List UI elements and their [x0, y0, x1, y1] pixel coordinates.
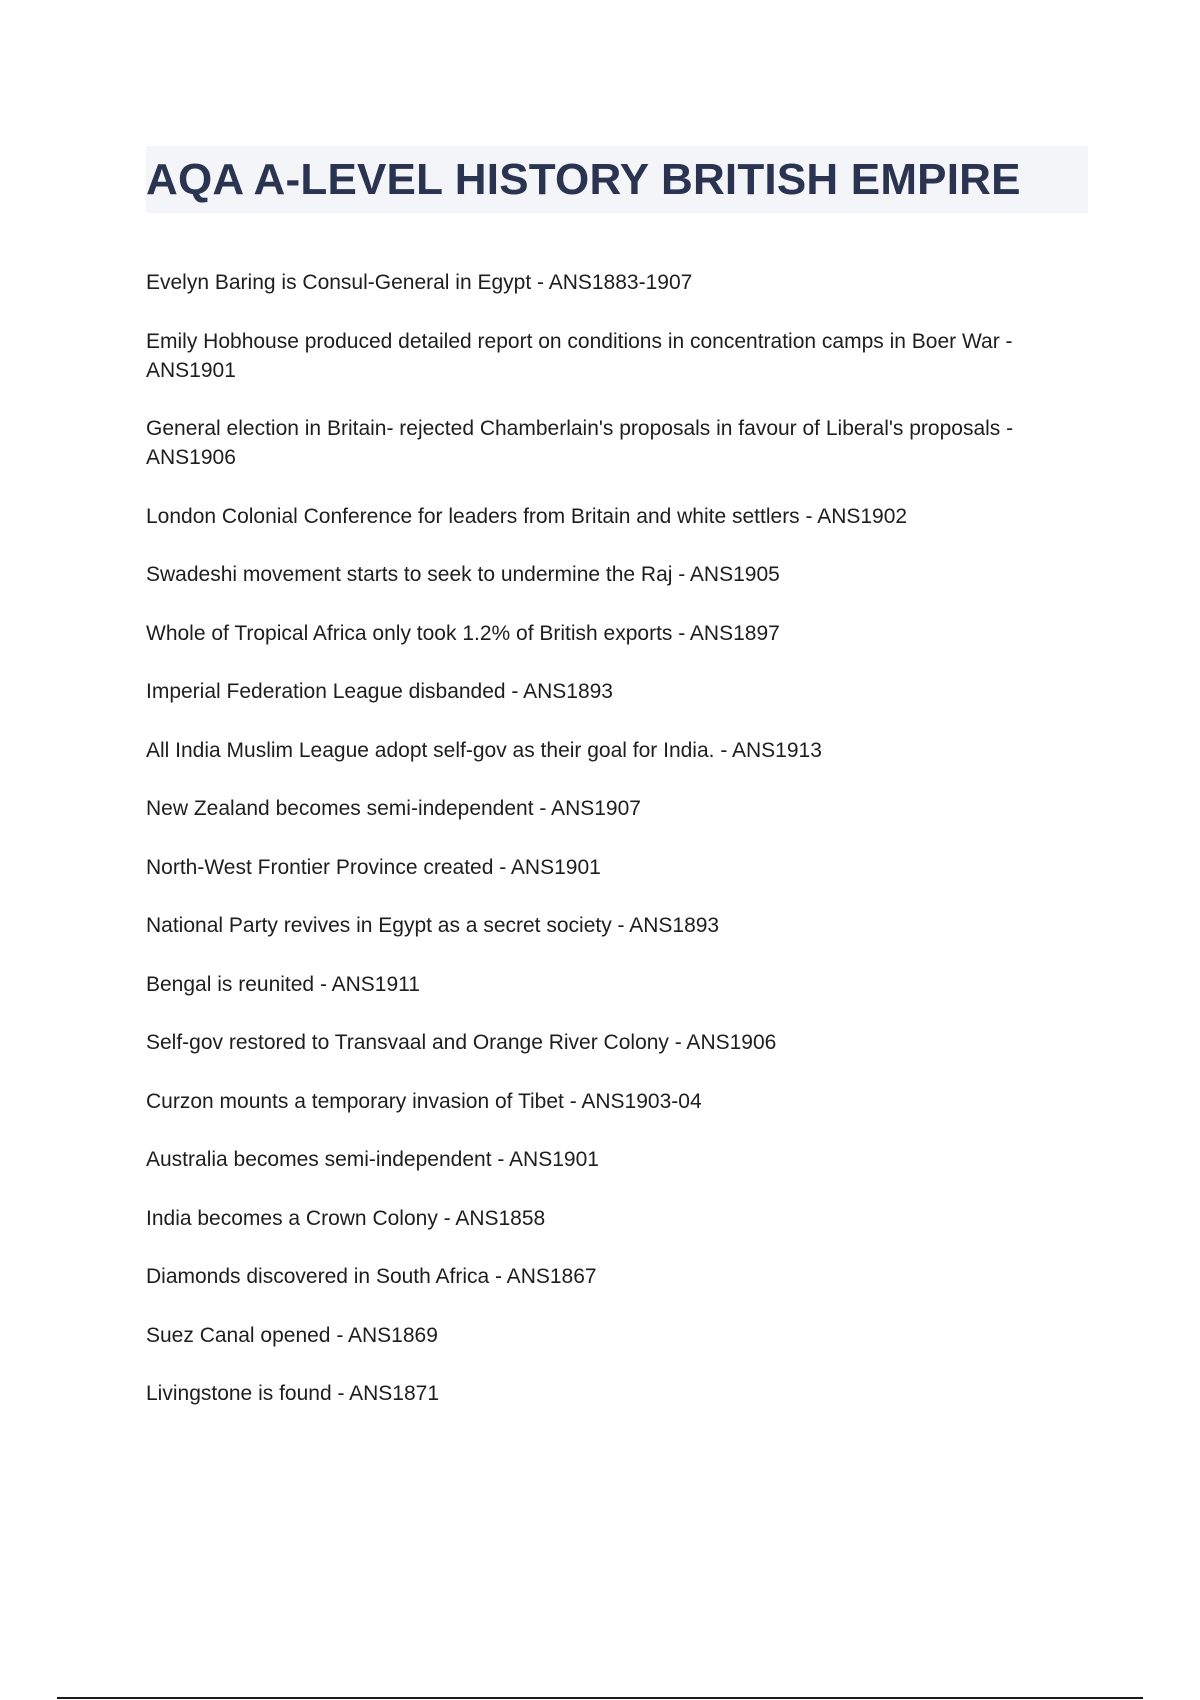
flashcard-entry: Self-gov restored to Transvaal and Orange River Colony - ANS1906: [146, 1031, 777, 1054]
flashcard-entry: Evelyn Baring is Consul-General in Egypt - ANS1883-1907: [146, 271, 693, 294]
flashcard-entry: Livingstone is found - ANS1871: [146, 1382, 440, 1405]
flashcard-entry: Swadeshi movement starts to seek to undermine the Raj - ANS1905: [146, 563, 780, 586]
flashcard-entry: Diamonds discovered in South Africa - ANS1867: [146, 1265, 597, 1288]
flashcard-entry: Australia becomes semi-independent - ANS1901: [146, 1148, 599, 1171]
flashcard-entry: General election in Britain- rejected Chamberlain's proposals in favour of Liberal's proposals - ANS1906: [146, 417, 1014, 469]
flashcard-entry: India becomes a Crown Colony - ANS1858: [146, 1206, 546, 1230]
flashcard-entry: Whole of Tropical Africa only took 1.2% of British exports - ANS1897: [146, 621, 780, 645]
footer-rule: [57, 1697, 1143, 1699]
flashcard-entry: All India Muslim League adopt self-gov as their goal for India. - ANS1913: [146, 738, 822, 762]
flashcard-entry: Curzon mounts a temporary invasion of Tibet - ANS1903-04: [146, 1089, 702, 1113]
flashcard-entry: Emily Hobhouse produced detailed report on conditions in concentration camps in Boer War - ANS1901: [146, 329, 1013, 382]
flashcard-entry: London Colonial Conference for leaders from Britain and white settlers - ANS1902: [146, 504, 908, 528]
flashcard-entry: Imperial Federation League disbanded - ANS1893: [146, 680, 613, 703]
flashcard-entry: North-West Frontier Province created - ANS1901: [146, 855, 601, 879]
flashcard-entry: National Party revives in Egypt as a secret society - ANS1893: [146, 914, 720, 937]
document-title: AQA A-LEVEL HISTORY BRITISH EMPIRE: [146, 155, 1021, 204]
flashcard-list: [146, 268, 1076, 1438]
flashcard-entry: Suez Canal opened - ANS1869: [146, 1323, 438, 1347]
flashcard-entry: New Zealand becomes semi-independent - ANS1907: [146, 797, 641, 820]
flashcard-entry: Bengal is reunited - ANS1911: [146, 972, 420, 996]
